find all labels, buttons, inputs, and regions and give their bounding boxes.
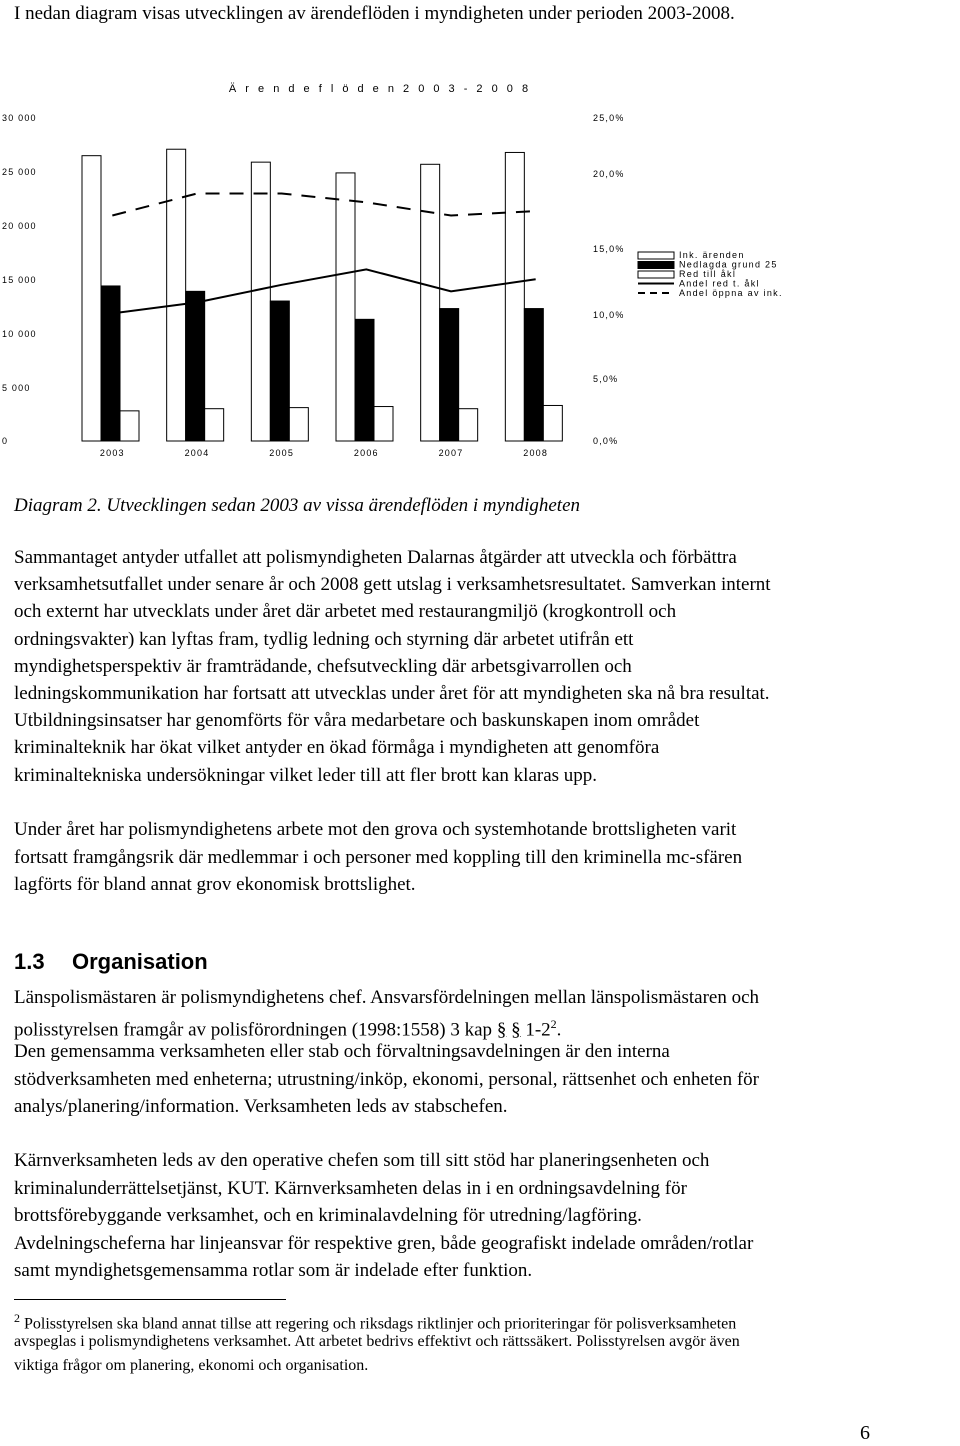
left-tick-label: 20 000 xyxy=(2,221,37,231)
left-tick-label: 5 000 xyxy=(2,383,31,393)
section-title: Organisation xyxy=(72,949,208,974)
footnote-line-3: viktiga frågor om planering, ekonomi och organisation. xyxy=(14,1357,369,1374)
para4-line: Kärnverksamheten leds av den operative chefen som till sitt stöd har planeringsenheten och xyxy=(14,1150,710,1171)
legend-swatch xyxy=(638,252,674,259)
bar-ink xyxy=(505,152,524,441)
legend-label: Ink. ärenden xyxy=(679,250,745,260)
legend-swatch xyxy=(638,271,674,278)
para1-line: Sammantaget antyder utfallet att polismyndigheten Dalarnas åtgärder att utveckla och förbättra xyxy=(14,547,737,568)
legend-label: Red till åkl xyxy=(679,269,737,279)
footnote-text-1: Polisstyrelsen ska bland annat tillse att regering och riksdags riktlinjer och prioriteringar för polisverksamheten xyxy=(24,1315,737,1333)
right-tick-label: 5,0% xyxy=(593,374,619,384)
section-sign-icon: § xyxy=(511,1019,521,1041)
bar-nedlagda xyxy=(186,291,205,441)
bar-red xyxy=(120,411,139,441)
para3-line-1: Länspolismästaren är polismyndighetens chef. Ansvarsfördelningen mellan länspolismästaren och xyxy=(14,987,760,1008)
footnote-ref-link[interactable]: 2 xyxy=(550,1017,557,1031)
footnote-number: 2 xyxy=(14,1311,20,1325)
para1-line: och externt har utvecklats under året där arbetet med restaurangmiljö (krogkontroll och xyxy=(14,601,677,623)
bar-nedlagda xyxy=(355,319,374,441)
para3-line-5: analys/planering/information. Verksamheten leds av stabschefen. xyxy=(14,1096,508,1117)
left-tick-label: 10 000 xyxy=(2,329,37,339)
right-tick-label: 10,0% xyxy=(593,310,625,320)
left-axis xyxy=(2,113,37,446)
para4-line: Avdelningscheferna har linjeansvar för respektive gren, både geografiskt indelade områden/rotlar xyxy=(14,1232,754,1254)
arendefloden-chart xyxy=(0,60,960,480)
right-tick-label: 15,0% xyxy=(593,244,625,254)
paragraph-range: 1-2 xyxy=(525,1019,551,1041)
left-tick-label: 0 xyxy=(2,436,9,446)
bar-red xyxy=(205,409,224,441)
chart-legend xyxy=(636,250,826,350)
bar-red xyxy=(459,409,478,441)
left-tick-label: 25 000 xyxy=(2,167,37,177)
bar-nedlagda xyxy=(270,301,289,441)
para1-line: verksamhetsutfallet under senare år och 2008 gett utslag i verksamhetsresultatet. Samverkan internt xyxy=(14,574,771,596)
legend-label: Andel öppna av ink. xyxy=(679,288,783,298)
para1-line: Utbildningsinsatser har genomförts för våra medarbetare och baskunskapen inom området xyxy=(14,710,700,732)
bar-ink xyxy=(167,149,186,441)
para1-line: ledningskommunikation har fortsatt att utvecklas under året för att myndigheten ska nå bra resultat. xyxy=(14,683,770,704)
bar-ink xyxy=(336,173,355,441)
bar-red xyxy=(543,405,562,441)
x-tick-label: 2004 xyxy=(184,448,210,458)
bar-red xyxy=(374,407,393,441)
legend-swatch xyxy=(638,262,674,269)
para3-line-3: Den gemensamma verksamheten eller stab och förvaltningsavdelningen är den interna xyxy=(14,1041,670,1062)
right-tick-label: 25,0% xyxy=(593,113,625,123)
left-tick-label: 15 000 xyxy=(2,275,37,285)
section-sign-icon: § xyxy=(496,1019,507,1041)
para3-line-2-text: polisstyrelsen framgår av polisförordningen (1998:1558) 3 kap xyxy=(14,1019,493,1041)
right-tick-label: 0,0% xyxy=(593,436,619,446)
para3-line-4: stödverksamheten med enheterna; utrustning/inköp, ekonomi, personal, rättsenhet och enheten för xyxy=(14,1069,760,1090)
x-axis xyxy=(100,448,548,458)
x-tick-label: 2006 xyxy=(353,448,379,458)
para4-line: kriminalunderrättelsetjänst, KUT. Kärnverksamheten delas in i en ordningsavdelning för xyxy=(14,1177,687,1199)
intro-text: I nedan diagram visas utvecklingen av ärendeflöden i myndigheten under perioden 2003-2008. xyxy=(14,3,735,24)
x-tick-label: 2003 xyxy=(99,448,125,458)
bar-red xyxy=(289,408,308,441)
bar-ink xyxy=(251,162,270,441)
bar-nedlagda xyxy=(524,309,543,441)
para2-line: lagförts för bland annat grov ekonomisk brottslighet. xyxy=(14,874,416,895)
para2-line: fortsatt framgångsrik där medlemmar i och personer med koppling till den kriminella mc-sfären xyxy=(14,846,743,868)
para3-line-2-end: . xyxy=(556,1019,562,1041)
chart-title: Ä r e n d e f l ö d e n 2 0 0 3 - 2 0 0 8 xyxy=(228,83,532,95)
para1-line: myndighetsperspektiv är framträdande, chefsutveckling där arbetsgivarrollen och xyxy=(14,655,632,677)
bars xyxy=(82,149,562,441)
bar-nedlagda xyxy=(440,309,459,441)
section-number: 1.3 xyxy=(14,949,45,974)
para1-line: ordningsvakter) kan lyftas fram, tydlig ledning och styrning där arbetet utifrån ett xyxy=(14,628,634,650)
bar-ink xyxy=(82,156,101,441)
legend-label: Nedlagda grund 25 xyxy=(679,259,778,270)
chart-caption: Diagram 2. Utvecklingen sedan 2003 av vissa ärendeflöden i myndigheten xyxy=(14,495,581,516)
section-heading xyxy=(14,949,208,975)
para4-line: samt myndighetsgemensamma rotlar som är indelade efter funktion. xyxy=(14,1260,533,1281)
bar-nedlagda xyxy=(101,286,120,441)
page-number: 6 xyxy=(860,1422,870,1444)
footnote-divider xyxy=(14,1299,286,1300)
x-tick-label: 2007 xyxy=(438,448,464,458)
left-tick-label: 30 000 xyxy=(2,113,37,123)
x-tick-label: 2008 xyxy=(523,448,549,458)
para1-line: kriminaltekniska undersökningar vilket leder till att fler brott kan klaras upp. xyxy=(14,764,598,786)
bar-ink xyxy=(421,164,440,441)
legend-label: Andel red t. åkl xyxy=(679,278,760,289)
right-axis xyxy=(593,113,625,446)
para4-line: brottsförebyggande verksamhet, och en kriminalavdelning för utredning/lagföring. xyxy=(14,1205,642,1226)
para2-line: Under året har polismyndighetens arbete mot den grova och systemhotande brottsligheten varit xyxy=(14,819,737,840)
x-tick-label: 2005 xyxy=(269,448,295,458)
footnote-line-2: avspeglas i polismyndighetens verksamhet. Att arbetet bedrivs effektivt och rättssäkert. Polisstyrelsen avgör även xyxy=(14,1333,740,1350)
right-tick-label: 20,0% xyxy=(593,169,625,179)
para1-line: kriminalteknik har ökat vilket antyder en ökad förmåga i myndigheten att genomföra xyxy=(14,737,660,759)
legend-box xyxy=(636,314,826,350)
